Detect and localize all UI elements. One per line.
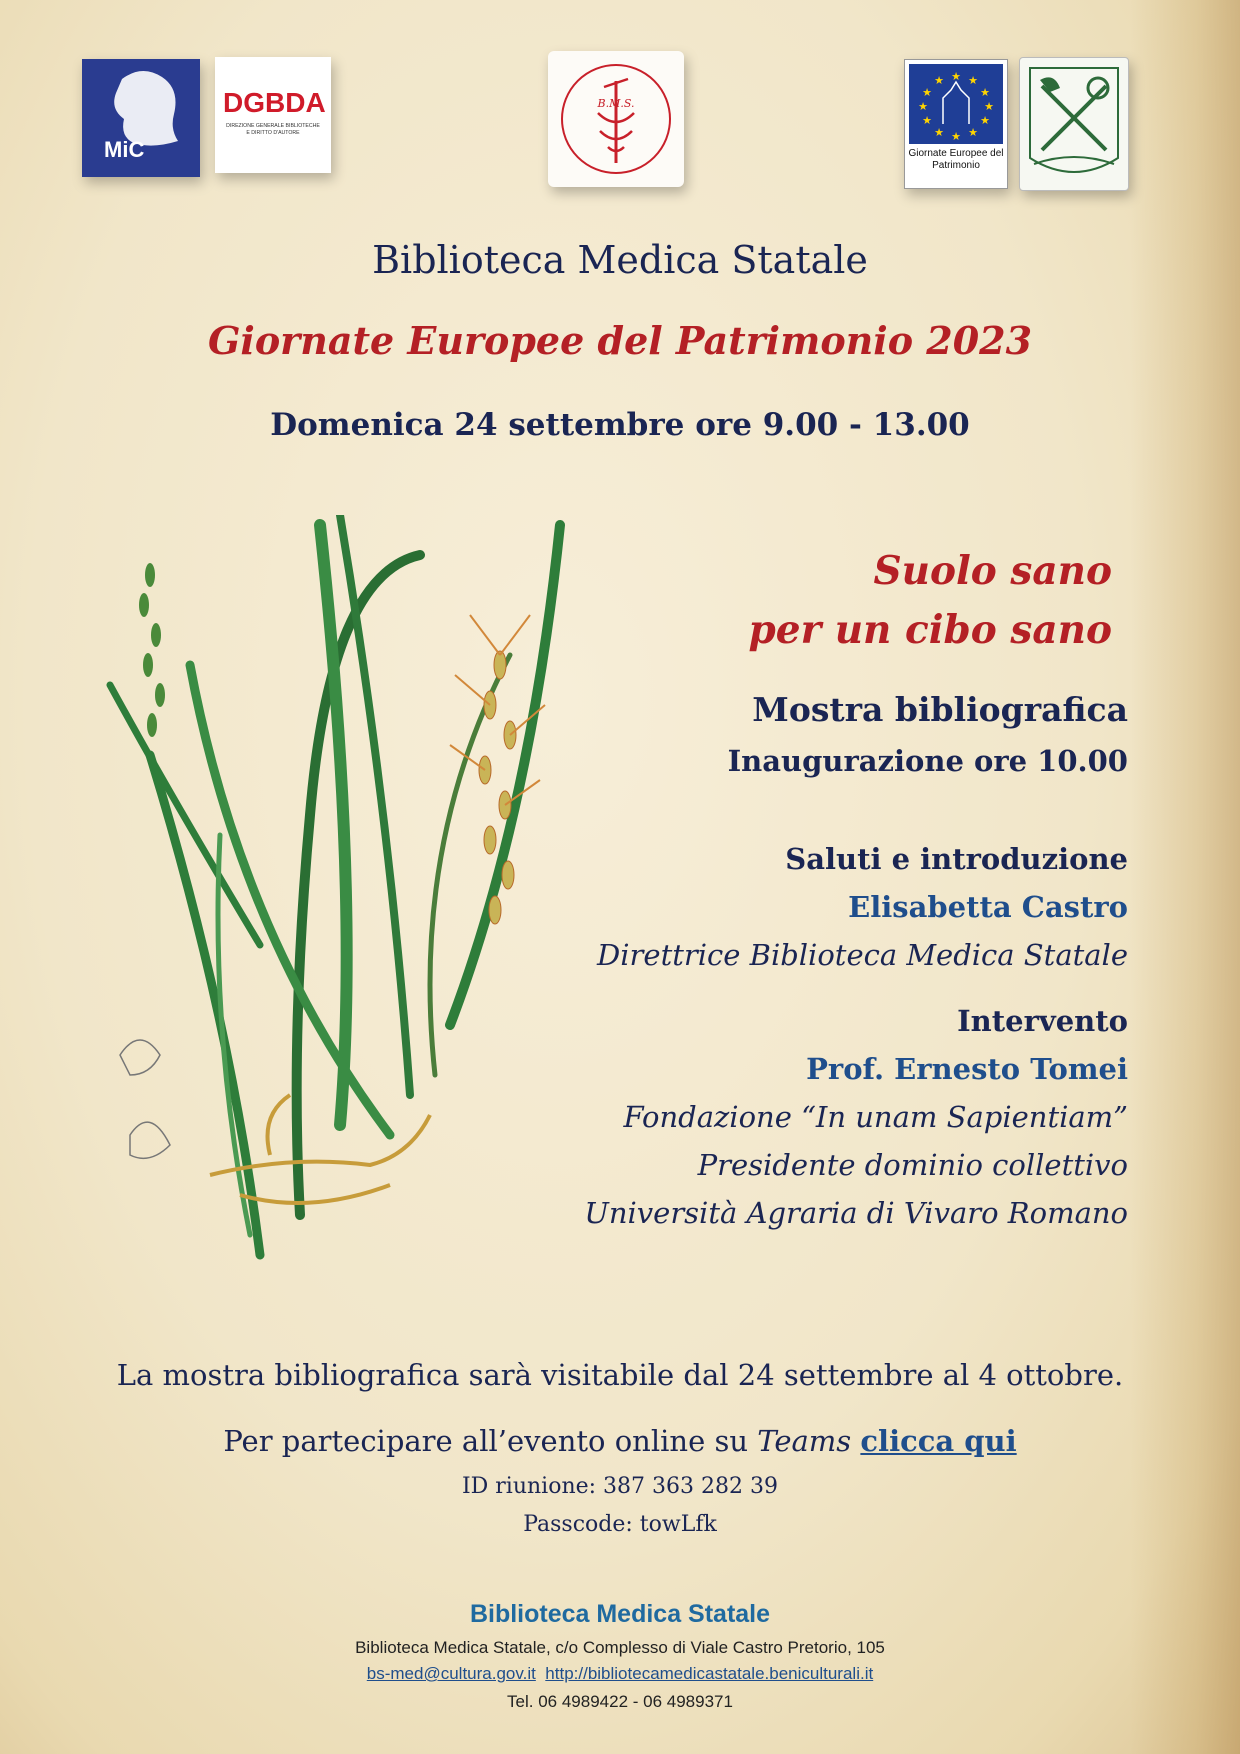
svg-text:★: ★ xyxy=(984,100,994,113)
dgbda-label: DGBDA xyxy=(223,87,326,118)
dgbda-sublabel: DIREZIONE GENERALE BIBLIOTECHE E DIRITTO D'AUTORE xyxy=(226,123,320,136)
visit-dates: La mostra bibliografica sarà visitabile dal 24 settembre al 4 ottobre. xyxy=(116,1358,1124,1392)
mic-logo xyxy=(82,59,200,177)
page-title: Biblioteca Medica Statale xyxy=(372,238,868,282)
teams-prefix: Per partecipare all’evento online su xyxy=(223,1424,758,1458)
svg-text:★: ★ xyxy=(922,114,932,127)
event-date: Domenica 24 settembre ore 9.00 - 13.00 xyxy=(270,407,970,443)
svg-text:★: ★ xyxy=(934,74,944,87)
svg-text:★: ★ xyxy=(951,130,961,143)
email-link[interactable]: bs-med@cultura.gov.it xyxy=(366,1664,536,1683)
speaker-2-name: Prof. Ernesto Tomei xyxy=(806,1052,1128,1086)
teams-word: Teams xyxy=(757,1424,852,1458)
meeting-id: ID riunione: 387 363 282 39 xyxy=(461,1474,779,1499)
svg-text:★: ★ xyxy=(980,86,990,99)
mic-label: MiC xyxy=(104,137,145,162)
speaker-1-role: Direttrice Biblioteca Medica Statale xyxy=(597,938,1128,972)
wheat-plant-illustration xyxy=(90,515,630,1275)
event-subtitle: Giornate Europee del Patrimonio 2023 xyxy=(207,318,1033,363)
greetings-heading: Saluti e introduzione xyxy=(785,842,1128,876)
eu-flag-icon xyxy=(909,64,1003,144)
theme-line-1: Suolo sano xyxy=(873,548,1112,594)
svg-text:★: ★ xyxy=(968,126,978,139)
svg-text:★: ★ xyxy=(980,114,990,127)
teams-join-link[interactable]: clicca qui xyxy=(860,1424,1017,1458)
svg-text:★: ★ xyxy=(922,86,932,99)
speaker-2-organization: Fondazione “In unam Sapientiam” xyxy=(623,1100,1128,1134)
crest-logo xyxy=(1019,57,1129,191)
svg-text:★: ★ xyxy=(968,74,978,87)
footer-title: Biblioteca Medica Statale xyxy=(469,1600,771,1628)
footer-contacts xyxy=(0,1664,1240,1684)
inauguration-time: Inaugurazione ore 10.00 xyxy=(727,744,1128,778)
svg-text:★: ★ xyxy=(918,100,928,113)
svg-text:★: ★ xyxy=(951,70,961,83)
svg-text:B.M.S.: B.M.S. xyxy=(597,97,635,110)
gep-label: Giornate Europee del Patrimonio xyxy=(908,148,1004,171)
speaker-1-name: Elisabetta Castro xyxy=(848,890,1128,924)
speaker-2-role: Presidente dominio collettivo xyxy=(697,1148,1128,1182)
caduceus-icon xyxy=(548,51,684,187)
svg-text:★: ★ xyxy=(934,126,944,139)
exhibit-heading: Mostra bibliografica xyxy=(752,690,1128,729)
website-link[interactable]: http://bibliotecamedicastatale.beniculturali.it xyxy=(545,1664,874,1683)
bms-logo xyxy=(548,51,684,187)
gep-logo xyxy=(904,59,1008,189)
dgbda-logo xyxy=(215,57,331,173)
intervention-heading: Intervento xyxy=(957,1004,1128,1038)
footer-address: Biblioteca Medica Statale, c/o Complesso di Viale Castro Pretorio, 105 xyxy=(355,1638,885,1657)
teams-line xyxy=(0,1424,1240,1458)
footer-phone: Tel. 06 4989422 - 06 4989371 xyxy=(507,1692,733,1711)
theme-line-2: per un cibo sano xyxy=(748,607,1112,653)
agricultural-crest-icon xyxy=(1020,58,1128,190)
speaker-2-university: Università Agraria di Vivaro Romano xyxy=(584,1196,1128,1230)
meeting-passcode: Passcode: towLfk xyxy=(523,1512,717,1537)
